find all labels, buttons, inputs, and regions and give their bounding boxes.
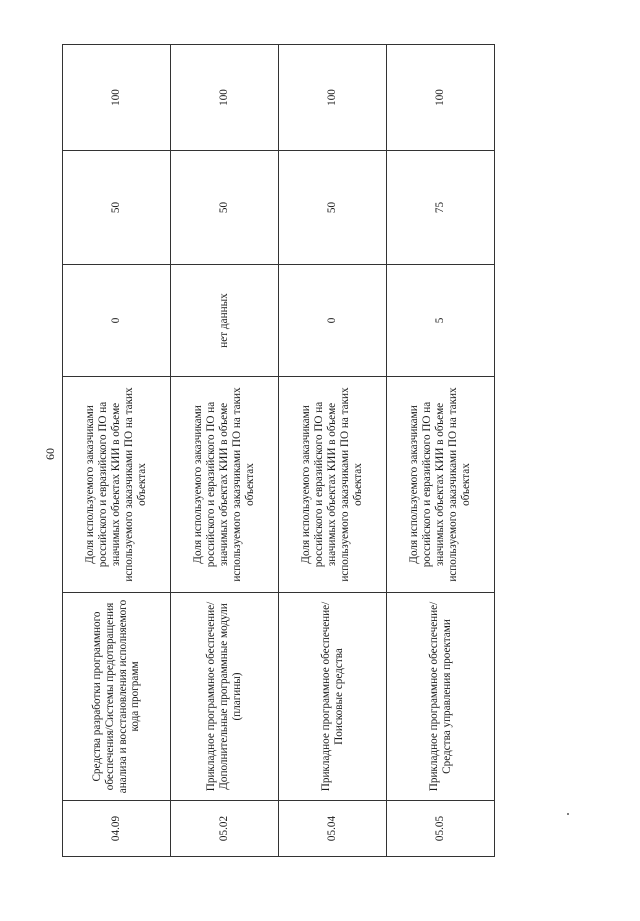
- cell-base-value: нет данных: [171, 265, 279, 377]
- cell-value-mid: 50: [63, 151, 171, 265]
- cell-code: 05.05: [387, 801, 495, 857]
- cell-value-final: 100: [171, 45, 279, 151]
- rotated-table-container: [62, 45, 494, 857]
- table-row: [63, 45, 171, 857]
- cell-value-mid: 50: [171, 151, 279, 265]
- cell-value-final: 100: [387, 45, 495, 151]
- cell-category: Средства разработки программного обеспечения/Системы предотвращения анализа и восстановления исполняемого кода программ: [63, 593, 171, 801]
- cell-category: Прикладное программное обеспечение/Поисковые средства: [279, 593, 387, 801]
- cell-code: 05.04: [279, 801, 387, 857]
- table-row: [171, 45, 279, 857]
- table-region: [62, 45, 494, 857]
- cell-indicator: Доля используемого заказчиками российского и евразийского ПО на значимых объектах КИИ в объеме используемого заказчиками ПО на таких объектах: [387, 377, 495, 593]
- table-row: [387, 45, 495, 857]
- cell-base-value: 0: [63, 265, 171, 377]
- cell-code: 05.02: [171, 801, 279, 857]
- page-number: 60: [43, 448, 57, 460]
- table-row: [279, 45, 387, 857]
- cell-indicator: Доля используемого заказчиками российского и евразийского ПО на значимых объектах КИИ в объеме используемого заказчиками ПО на таких объектах: [171, 377, 279, 593]
- indicators-table: [62, 44, 495, 857]
- cell-category: Прикладное программное обеспечение/Дополнительные программные модули (плагины): [171, 593, 279, 801]
- cell-base-value: 5: [387, 265, 495, 377]
- scan-speck: [567, 813, 569, 815]
- cell-value-final: 100: [63, 45, 171, 151]
- cell-base-value: 0: [279, 265, 387, 377]
- cell-value-mid: 75: [387, 151, 495, 265]
- cell-value-final: 100: [279, 45, 387, 151]
- cell-value-mid: 50: [279, 151, 387, 265]
- cell-indicator: Доля используемого заказчиками российского и евразийского ПО на значимых объектах КИИ в объеме используемого заказчиками ПО на таких объектах: [63, 377, 171, 593]
- cell-category: Прикладное программное обеспечение/Средства управления проектами: [387, 593, 495, 801]
- cell-code: 04.09: [63, 801, 171, 857]
- cell-indicator: Доля используемого заказчиками российского и евразийского ПО на значимых объектах КИИ в объеме используемого заказчиками ПО на таких объектах: [279, 377, 387, 593]
